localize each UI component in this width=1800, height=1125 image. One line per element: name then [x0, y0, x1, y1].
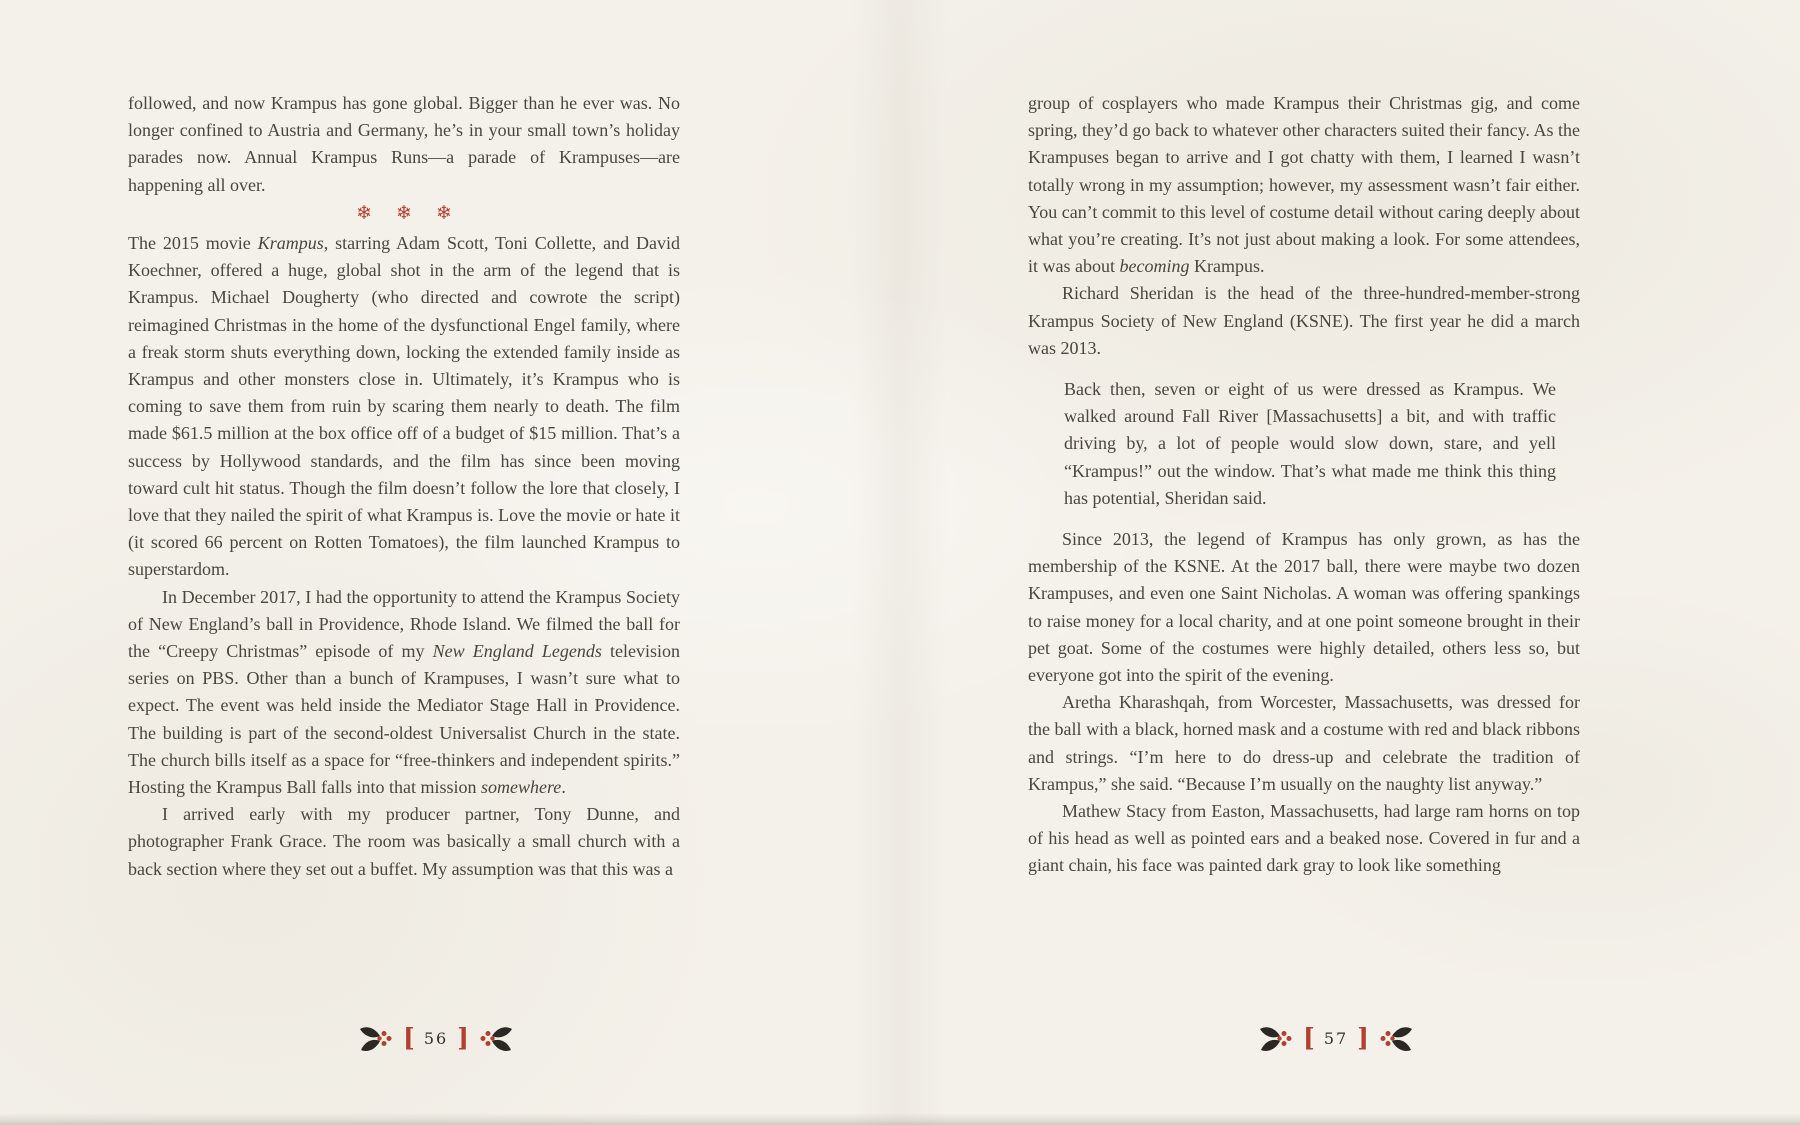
section-break-ornament: [128, 200, 680, 227]
text-run: The 2015 movie: [128, 233, 258, 254]
holly-icon: [1258, 1024, 1294, 1054]
bracket-open: [: [1302, 1022, 1315, 1052]
paragraph: [128, 230, 680, 584]
bracket-close: ]: [457, 1022, 470, 1052]
paragraph: [1028, 798, 1580, 880]
page-bottom-edge: [0, 1113, 1800, 1125]
page-gutter-shadow: [852, 0, 948, 1125]
paragraph: [1028, 280, 1580, 362]
page-number-footer-left: [160, 1020, 712, 1058]
text-run: Back then, seven or eight of us were dressed as Krampus. We walked around Fall River [Massachusetts] a bit, and with traffic driving by, a lot of people would slow down, stare, and yell “Krampus!” out the window. That’s what made me think this thing has potential, Sheridan said.: [1064, 379, 1556, 508]
text-run: Aretha Kharashqah, from Worcester, Massachusetts, was dressed for the ball with a black, horned mask and a costume with red and black ribbons and strings. “I’m here to do dress-up and celebrate the tradition of Krampus,” she said. “Because I’m usually on the naughty list anyway.”: [1028, 692, 1580, 794]
page-number-footer-right: [1060, 1020, 1612, 1058]
paragraph: [1028, 90, 1580, 280]
page-number: 57: [1323, 1029, 1349, 1048]
text-run: television series on PBS. Other than a bunch of Krampuses, I wasn’t sure what to expect. The event was held inside the Mediator Stage Hall in Providence. The building is part of the second-oldest Universalist Church in the state. The church bills itself as a space for “free-thinkers and independent spirits.” Hosting the Krampus Ball falls into that mission: [128, 641, 680, 798]
bracket-close: ]: [1357, 1022, 1370, 1052]
block-quote: [1064, 376, 1556, 512]
text-run: I arrived early with my producer partner, Tony Dunne, and photographer Frank Grace. The room was basically a small church with a back section where they set out a buffet. My assumption was that this was a: [128, 804, 680, 879]
text-run: Krampus.: [1189, 256, 1265, 277]
text-run: New England Legends: [432, 641, 602, 662]
paragraph: [1028, 689, 1580, 798]
text-run: In December 2017, I had the opportunity to attend the Krampus Society of New England’s ball in Providence, Rhode Island. We filmed the ball for the “Creepy Christmas” episode of my: [128, 586, 680, 662]
text-run: ❄ ❄ ❄: [356, 201, 452, 224]
page-right-text: [1028, 90, 1580, 880]
page-number: 56: [423, 1029, 449, 1048]
text-run: group of cosplayers who made Krampus their Christmas gig, and come spring, they’d go back to whatever other characters suited their fancy. As the Krampuses began to arrive and I got chatty with them, I learned I wasn’t totally wrong in my assumption; however, my assessment wasn’t fair either. You can’t commit to this level of costume detail without caring deeply about what you’re creating. It’s not just about making a look. For some attendees, it was about: [1028, 93, 1580, 277]
text-run: , starring Adam Scott, Toni Collette, and David Koechner, offered a huge, global shot in the arm of the legend that is Krampus. Michael Dougherty (who directed and cowrote the script) reimagined Christmas in the home of the dysfunctional Engel family, where a freak storm shuts everything down, locking the extended family inside as Krampus and other monsters close in. Ultimately, it’s Krampus who is coming to save them from ruin by scaring them nearly to death. The film made $61.5 million at the box office off of a budget of $15 million. That’s a success by Hollywood standards, and the film has since been moving toward cult hit status. Though the film doesn’t follow the lore that closely, I love that they nailed the spirit of what Krampus is. Love the movie or hate it (it scored 66 percent on Rotten Tomatoes), the film launched Krampus to superstardom.: [128, 233, 680, 580]
page-left-text: [128, 90, 680, 883]
paragraph: [128, 801, 680, 883]
text-run: Krampus: [257, 233, 324, 254]
text-run: .: [561, 777, 566, 798]
text-run: somewhere: [480, 777, 562, 798]
holly-icon: [1378, 1024, 1414, 1054]
text-run: Mathew Stacy from Easton, Massachusetts, had large ram horns on top of his head as well as pointed ears and a beaked nose. Covered in fur and a giant chain, his face was painted dark gray to look like something: [1028, 801, 1580, 876]
text-run: followed, and now Krampus has gone global. Bigger than he ever was. No longer confined to Austria and Germany, he’s in your small town’s holiday parades now. Annual Krampus Runs—a parade of Krampuses—are happening all over.: [128, 93, 680, 195]
text-run: Since 2013, the legend of Krampus has only grown, as has the membership of the KSNE. At the 2017 ball, there were maybe two dozen Krampuses, and even one Saint Nicholas. A woman was offering spankings to raise money for a local charity, and at one point someone brought in their pet goat. Some of the costumes were highly detailed, others less so, but everyone got into the spirit of the evening.: [1028, 529, 1580, 686]
text-run: becoming: [1119, 256, 1190, 277]
paragraph: [128, 90, 680, 199]
bracket-open: [: [402, 1022, 415, 1052]
text-run: Richard Sheridan is the head of the three-hundred-member-strong Krampus Society of New England (KSNE). The first year he did a march was 2013.: [1028, 283, 1580, 358]
paragraph: [128, 584, 680, 802]
holly-icon: [358, 1024, 394, 1054]
paragraph: [1028, 526, 1580, 689]
holly-icon: [478, 1024, 514, 1054]
